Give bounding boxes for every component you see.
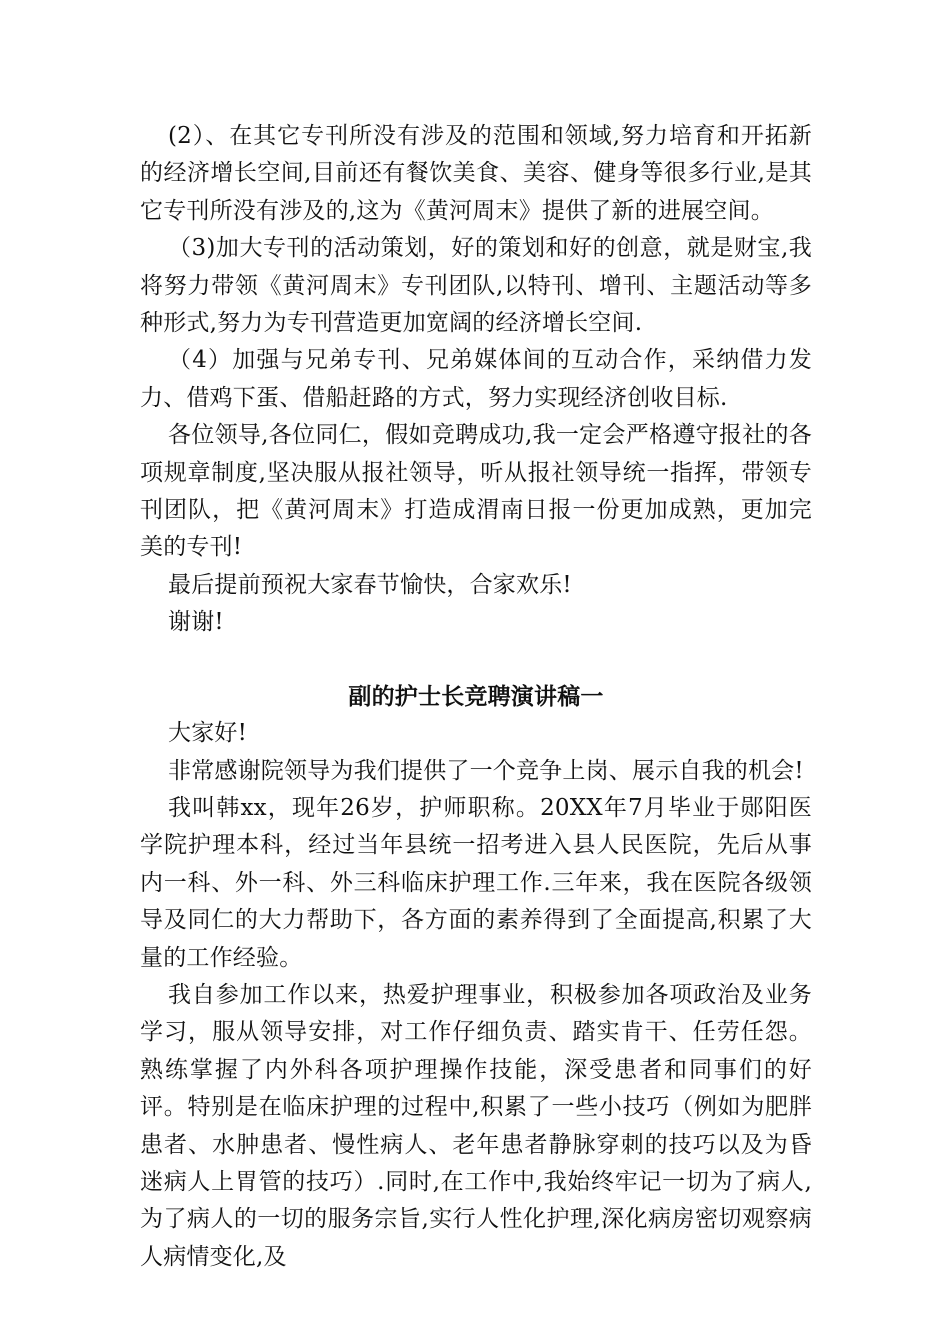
paragraph: （4）加强与兄弟专刊、兄弟媒体间的互动合作，采纳借力发力、借鸡下蛋、借船赶路的方式，努力实现经济创收目标. bbox=[140, 347, 812, 411]
document-page bbox=[140, 118, 812, 1276]
paragraph: 大家好! bbox=[168, 720, 248, 747]
paragraph: (2）、在其它专刊所没有涉及的范围和领域,努力培育和开拓新的经济增长空间,目前还有餐饮美食、美容、健身等很多行业,是其它专刊所没有涉及的,这为《黄河周末》提供了新的进展空间。 bbox=[140, 123, 812, 224]
paragraph: （3)加大专刊的活动策划，好的策划和好的创意，就是财宝,我将努力带领《黄河周末》专刊团队,以特刊、增刊、主题活动等多种形式,努力为专刊营造更加宽阔的经济增长空间. bbox=[140, 235, 812, 337]
paragraph: 非常感谢院领导为我们提供了一个竞争上岗、展示自我的机会! bbox=[168, 757, 804, 784]
paragraph: 各位领导,各位同仁，假如竞聘成功,我一定会严格遵守报社的各项规章制度,坚决服从报社领导，听从报社领导统一指挥，带领专刊团队，把《黄河周末》打造成渭南日报一份更加成熟，更加完美的专刊! bbox=[140, 422, 812, 561]
paragraph: 谢谢! bbox=[168, 609, 224, 636]
document-title: 副的护士长竞聘演讲稿一 bbox=[348, 682, 604, 710]
paragraph: 我自参加工作以来，热爱护理事业，积极参加各项政治及业务学习，服从领导安排，对工作仔细负责、踏实肯干、任劳任怨。熟练掌握了内外科各项护理操作技能，深受患者和同事们的好评。特别是在临床护理的过程中,积累了一些小技巧（例如为肥胖患者、水肿患者、慢性病人、老年患者静脉穿刺的技巧以及为昏迷病人上胃管的技巧）.同时,在工作中,我始终牢记一切为了病人,为了病人的一切的服务宗旨,实行人性化护理,深化病房密切观察病人病情变化,及 bbox=[140, 981, 812, 1270]
section-gap bbox=[140, 642, 812, 678]
paragraph: 最后提前预祝大家春节愉快，合家欢乐! bbox=[168, 571, 572, 598]
paragraph: 我叫韩xx，现年26岁，护师职称。20XX年7月毕业于郧阳医学院护理本科，经过当年县统一招考进入县人民医院，先后从事内一科、外一科、外三科临床护理工作.三年来，我在医院各级领导及同仁的大力帮助下，各方面的素养得到了全面提高,积累了大量的工作经验。 bbox=[140, 794, 812, 971]
